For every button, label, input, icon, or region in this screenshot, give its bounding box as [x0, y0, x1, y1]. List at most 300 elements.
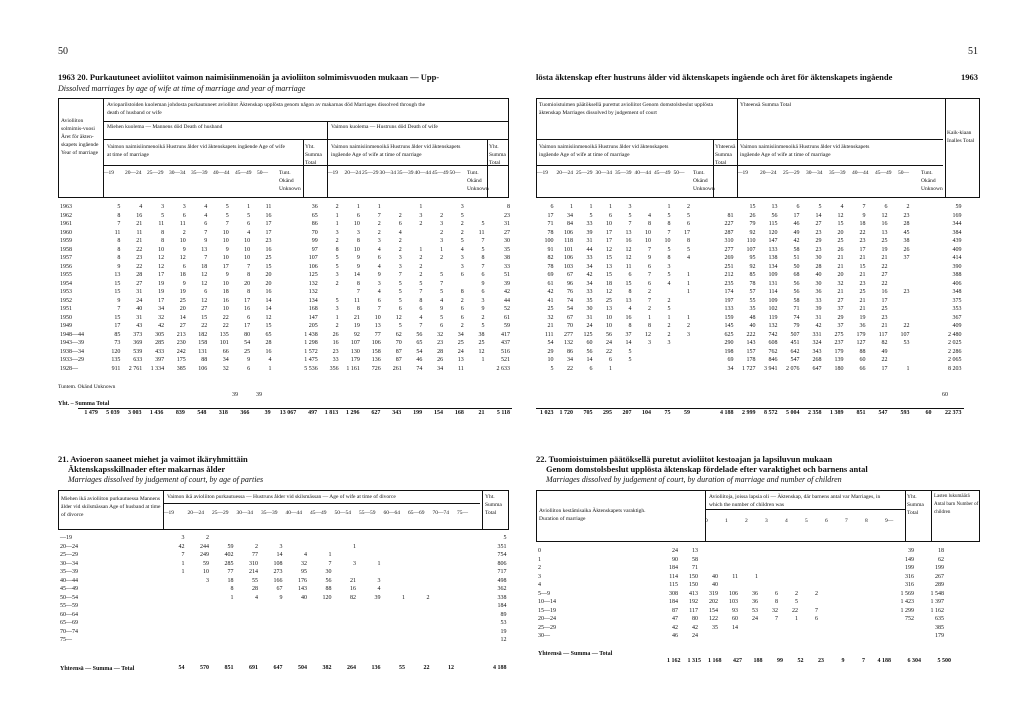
column-header: 25—29 [783, 170, 800, 176]
table-cell [334, 534, 359, 543]
table-cell: 8 [117, 255, 121, 261]
table-cell: 35 [504, 246, 510, 253]
table-cell [211, 611, 236, 620]
table-cell: 21 [837, 289, 844, 295]
table-cell: 106 [729, 590, 738, 597]
table-cell: 13 [625, 297, 632, 304]
table-cell [740, 556, 760, 565]
table-cell [187, 636, 212, 645]
table-row [536, 607, 946, 616]
table22-kids-header: Lasten lukumäärä Antal barn Number of children [934, 494, 979, 515]
table-cell: 41 [547, 297, 554, 304]
column-header: 50— [898, 170, 909, 176]
table-cell [700, 564, 720, 573]
table-row [78, 409, 512, 418]
table-cell: 7 [356, 289, 360, 295]
table-cell: 42 [178, 543, 185, 550]
table-cell: 7 [328, 560, 332, 567]
table-row [536, 632, 946, 641]
table-cell: 2 [667, 297, 671, 304]
table-cell: 1 [667, 204, 671, 210]
table-cell [912, 237, 934, 246]
table-cell: 21 [547, 323, 554, 329]
table-cell [236, 534, 261, 543]
table-cell: 9 [481, 280, 485, 287]
table-cell: 268 [812, 357, 822, 363]
table-cell [273, 365, 294, 374]
table21-col-header: Vaimon ikä avioliiton purkautuessa — Hustruns ålder vid skilsmässan — Age of wife at time of divorce [167, 494, 396, 500]
table-row [536, 246, 964, 255]
table-cell: 199 [905, 565, 914, 571]
table-cell [273, 322, 294, 331]
table-cell: 1 548 [930, 590, 944, 597]
table-cell: 11 [158, 221, 165, 227]
table-cell [162, 585, 187, 594]
table-cell [407, 560, 432, 569]
table-cell: 351 [497, 543, 507, 550]
table-cell [383, 203, 404, 212]
table-cell [692, 297, 712, 306]
table-cell: 17 [244, 323, 251, 329]
table-row [536, 331, 964, 340]
table-cell: 3 [460, 263, 464, 270]
table-cell: 59 [203, 560, 209, 567]
table-cell: 8 [117, 238, 121, 244]
table-cell: 7 [419, 289, 423, 295]
table-cell: 132 [768, 323, 778, 329]
table-cell: 13 [114, 272, 121, 278]
table-cell: 117 [689, 607, 698, 614]
table-cell: 4 [377, 246, 381, 253]
table-cell: 17 [244, 297, 251, 304]
table-cell: 9 [204, 238, 208, 244]
table-row [536, 237, 964, 246]
table-cell [692, 365, 712, 374]
table-cell: 26 [332, 331, 339, 338]
table-cell: 11 [625, 263, 632, 270]
table-cell: 5 [667, 212, 671, 219]
table-cell: 3 [356, 229, 360, 236]
table-cell: 132 [564, 340, 573, 346]
table-cell: 310 [249, 560, 258, 567]
table-cell: 91 [547, 246, 554, 253]
table-cell: 593 [900, 410, 910, 416]
table-cell: 134 [308, 297, 318, 304]
table-cell [309, 619, 334, 628]
table-cell: 7 [204, 229, 208, 236]
table-cell: 71 [692, 565, 698, 571]
table-cell: 15—19 [538, 607, 556, 614]
table-cell: 87 [395, 348, 402, 355]
table-cell: 80 [692, 616, 698, 622]
table21-header [58, 490, 509, 530]
table-cell [407, 568, 432, 577]
table-cell [912, 322, 934, 331]
column-header: 3 [765, 518, 768, 524]
table-row [58, 254, 512, 263]
table-cell: 42 [672, 624, 678, 631]
table-cell: 3 [181, 535, 185, 541]
year-tag: 1963 [961, 72, 978, 82]
table-cell [383, 636, 408, 645]
table-cell: 14 [815, 212, 822, 219]
header-age-court: Vaimon naimisiinmenoikä Hustruns ålder vid äktenskapets ingående Age of wife at time of marriage [539, 144, 669, 158]
table-row [536, 356, 964, 365]
table-row [58, 314, 512, 323]
table-cell [692, 246, 712, 255]
table-cell: 1957 [60, 255, 72, 261]
table-cell: 10 [664, 238, 671, 244]
column-header: 65—69 [408, 510, 425, 516]
table-cell: 31 [586, 314, 593, 321]
column-header: —19 [103, 170, 114, 176]
table-cell: 406 [952, 280, 962, 287]
table-cell: 55 [399, 665, 405, 671]
table-cell [273, 297, 294, 306]
table-cell: 235 [724, 280, 734, 287]
table-cell: 1 [377, 204, 381, 210]
column-header: 30—34 [379, 170, 396, 176]
table-cell [800, 632, 820, 641]
column-header: 60—64 [383, 510, 400, 516]
table-cell: 56 [793, 280, 800, 287]
table-cell: 55 [749, 297, 756, 304]
table-cell: 382 [322, 665, 332, 671]
table-cell: 11 [114, 229, 121, 236]
table-cell: 12 [265, 314, 272, 321]
table-cell: 6 304 [907, 658, 921, 664]
table-cell: 414 [952, 255, 962, 261]
table-cell: 95 [301, 569, 307, 575]
table-cell [912, 263, 934, 272]
table-cell [432, 611, 457, 620]
table-cell: 56 [793, 289, 800, 295]
table-cell [432, 602, 457, 611]
table-cell: 8 [648, 323, 651, 329]
table-row [536, 288, 964, 297]
table-cell [912, 305, 934, 314]
table-row [58, 322, 512, 331]
table-cell [358, 628, 383, 637]
table-cell: 179 [350, 357, 360, 363]
table-cell [673, 339, 693, 348]
table-cell [820, 590, 840, 599]
table-cell: 10 [222, 238, 229, 244]
table-cell: 1 [687, 272, 690, 278]
table-cell: 100 [544, 238, 554, 244]
table-cell [456, 560, 481, 569]
table-cell: 36 [815, 289, 822, 295]
table-cell [334, 636, 359, 645]
table-cell: 10 [222, 229, 229, 236]
table-cell: 5 118 [496, 410, 510, 416]
table-cell [840, 547, 860, 556]
table-cell: 1959 [60, 238, 72, 244]
table-row [58, 288, 512, 297]
table-cell: 2 999 [742, 410, 756, 416]
table-cell: 1 334 [150, 365, 165, 372]
table-cell: 34 [586, 280, 593, 287]
table-cell: 40 [136, 306, 143, 312]
table-cell: 385 [176, 365, 186, 372]
table-cell: 5 [419, 280, 423, 287]
table-cell [285, 534, 310, 543]
table-cell: 754 [497, 552, 507, 558]
table-cell [407, 611, 432, 620]
table-cell: 12 [201, 272, 208, 278]
table-cell: 5 [335, 297, 339, 304]
table-cell: 390 [952, 263, 962, 270]
table-cell [673, 263, 693, 272]
table-cell: 6 [419, 306, 423, 312]
table-cell [383, 602, 408, 611]
table-cell [912, 212, 934, 221]
table-cell: 36 [752, 590, 758, 597]
table-cell: 93 [732, 607, 738, 614]
table-cell: 3 [440, 221, 444, 227]
table-cell: 647 [812, 365, 822, 372]
table-cell: 4 [628, 306, 632, 312]
table-cell [692, 339, 712, 348]
table-cell: 184 [669, 599, 678, 605]
table-cell [840, 590, 860, 599]
table-cell: 26 [837, 246, 844, 253]
table-cell: 285 [224, 560, 234, 567]
table-cell: 6 [648, 280, 651, 287]
table-cell [820, 615, 840, 624]
table-cell: 109 [768, 297, 778, 304]
table-cell: 319 [709, 590, 718, 597]
table-cell [840, 615, 860, 624]
table-cell: 38 [478, 331, 485, 338]
table-cell: 2 [815, 590, 818, 597]
table-cell: 10 [222, 306, 229, 312]
table-cell: 762 [768, 348, 778, 355]
table-cell: 10 [244, 238, 251, 244]
table-row [58, 280, 512, 289]
table-cell [211, 534, 236, 543]
table-cell: 244 [200, 543, 209, 550]
table-row [58, 237, 512, 246]
column-header: 50— [449, 170, 461, 176]
column-header: 40—44 [852, 170, 869, 176]
table-cell: 10 [244, 255, 251, 261]
table-cell: 35—39 [60, 569, 78, 575]
table-cell: 1 [687, 289, 690, 295]
table-cell: 4 [377, 263, 381, 270]
table-cell: 30— [538, 633, 550, 639]
column-header: 25—29 [212, 510, 229, 516]
table-cell [273, 229, 294, 238]
column-header: 25—29 [576, 170, 593, 176]
table-cell: 9 [648, 255, 651, 261]
table-cell: 5 [795, 599, 798, 605]
table-cell: 8 [648, 221, 651, 227]
table-cell: 1 569 [900, 590, 914, 597]
table-cell [285, 543, 310, 552]
table-cell: 106 [371, 340, 381, 346]
table-cell: 22 [606, 348, 612, 355]
table-cell: 1943—39 [60, 340, 84, 346]
table-cell [404, 229, 425, 238]
table-cell [236, 602, 261, 611]
table-cell: 21 [837, 263, 844, 270]
table-cell: 2 065 [948, 357, 962, 363]
table-cell: 7 [648, 272, 651, 278]
table-cell: 207 [622, 410, 632, 416]
table-cell: 19 [500, 628, 507, 635]
table-cell [407, 602, 432, 611]
table-cell: 37 [903, 255, 910, 261]
table-cell: 24 [692, 633, 698, 639]
table-cell [162, 628, 187, 637]
table-cell: 1 475 [304, 357, 318, 363]
column-header: 9— [885, 518, 894, 524]
column-header: 70—74 [432, 510, 449, 516]
table-cell: 87 [395, 357, 402, 363]
table-cell: 2 [426, 594, 430, 601]
table-cell: 1 479 [84, 410, 98, 416]
table-cell: 30 [586, 306, 593, 312]
table-cell: 56 [325, 577, 332, 584]
table-cell: 15 [114, 280, 121, 287]
table-cell: 25 [179, 297, 186, 304]
right-page [512, 0, 1024, 725]
table-cell [634, 365, 654, 374]
table-cell: 23 [265, 238, 272, 244]
table-cell: 27 [837, 297, 844, 304]
table-cell: 2 [182, 229, 186, 236]
table-cell: 3 [206, 577, 209, 584]
table-cell [432, 534, 457, 543]
table-cell [912, 220, 934, 229]
table-cell [358, 568, 383, 577]
table-cell: 295 [603, 410, 612, 416]
table-cell: 25 [837, 238, 844, 244]
table-cell: 39 [504, 280, 510, 287]
table-cell: 3 [648, 340, 651, 346]
table-cell: 8 [247, 289, 251, 295]
table-cell: 4 [204, 212, 208, 219]
table-cell: 157 [746, 348, 756, 355]
table-row [662, 657, 953, 666]
table-cell: 179 [935, 633, 944, 639]
table-cell: 114 [768, 289, 778, 295]
table-cell: 2 [648, 289, 651, 295]
table20-title-left: 1963 20. Purkautuneet avioliitot vaimon naimisiinmenoiän ja avioliiton solmimisvuoden mukaan — Upp- [58, 72, 440, 82]
table-cell [456, 534, 481, 543]
table-cell: 60 [859, 357, 866, 363]
table-cell: 22 [792, 607, 798, 614]
table-cell: 178 [746, 357, 756, 363]
table-cell: 138 [768, 255, 778, 261]
table-cell [383, 585, 408, 594]
table-cell [162, 619, 187, 628]
table-cell: 1 [181, 560, 185, 567]
table-cell [912, 297, 934, 306]
table-row [58, 365, 512, 374]
table-cell [407, 543, 432, 552]
table-cell: 310 [724, 238, 734, 244]
table-cell: 40 [749, 323, 756, 329]
table-cell: 397 [155, 357, 165, 363]
header-death-of-wife: Vaimon kuolema — Hustruns död Death of wife [331, 124, 438, 130]
table-cell: 25 [244, 348, 251, 355]
table-cell: 5 [687, 246, 690, 253]
table-cell: 1 [667, 314, 671, 321]
table-cell [692, 314, 712, 323]
table-cell: 9 [117, 297, 121, 304]
table-cell [912, 203, 934, 212]
table-cell: 2 [440, 255, 444, 261]
table-cell: 11 [457, 365, 464, 372]
column-header: 75— [457, 510, 468, 516]
table-cell: 65 [311, 212, 318, 219]
table-cell [432, 551, 457, 560]
table-cell: 5 [161, 212, 165, 219]
table-cell: 23 [903, 289, 910, 295]
table-cell [424, 203, 445, 212]
table-cell: 82 [547, 255, 554, 261]
table-cell [780, 624, 800, 633]
table-cell: 48 [749, 314, 756, 321]
table-cell: 69 [727, 357, 734, 363]
table-cell: 9 [862, 212, 866, 219]
table-cell: 3 [460, 204, 464, 210]
table-cell [187, 611, 212, 620]
table-cell: 1950 [60, 314, 72, 321]
table-cell: 67 [276, 586, 283, 592]
table-cell: 12 [625, 255, 632, 261]
table-row [536, 564, 946, 573]
table-cell: 202 [709, 599, 718, 605]
table-row [162, 664, 509, 673]
table-cell [358, 551, 383, 560]
table-cell [383, 560, 408, 569]
table-cell: 13 [457, 357, 464, 363]
table-row [58, 577, 509, 586]
table-cell: 158 [198, 340, 208, 346]
table-cell: 2 358 [808, 410, 822, 416]
table-cell: 30 [504, 238, 510, 244]
unknown-h-unk: 39 [232, 392, 238, 398]
table-cell: 7 [775, 616, 778, 622]
table-cell: 2 761 [128, 365, 143, 372]
column-header: 45—49 [875, 170, 892, 176]
table-cell [358, 543, 383, 552]
table-cell: 21 [478, 410, 485, 416]
table-cell: 65 [265, 331, 272, 338]
table-cell: 54 [416, 348, 423, 355]
table-cell: 22 373 [945, 410, 962, 416]
table-cell: 168 [308, 306, 318, 312]
table-cell: 2 480 [948, 331, 962, 338]
table-cell: 58 [793, 297, 800, 304]
table-cell: 19 [353, 323, 360, 329]
table-cell: 18 [938, 548, 944, 554]
table-cell [820, 556, 840, 565]
column-header: 25—29 [362, 170, 379, 176]
table-cell: 369 [133, 340, 143, 346]
table-row [536, 365, 964, 374]
header-age-all: Vaimon naimisiinmenoikä Hustruns ålder vid äktenskapets ingående Age of wife at time of marriage [740, 144, 870, 158]
table-cell: 13 067 [279, 410, 297, 416]
table-cell: 1 [356, 204, 360, 210]
table-cell: 5 [225, 212, 229, 219]
table-cell: 316 [905, 573, 914, 580]
table-cell: 125 [308, 272, 318, 278]
table-row [536, 314, 964, 323]
